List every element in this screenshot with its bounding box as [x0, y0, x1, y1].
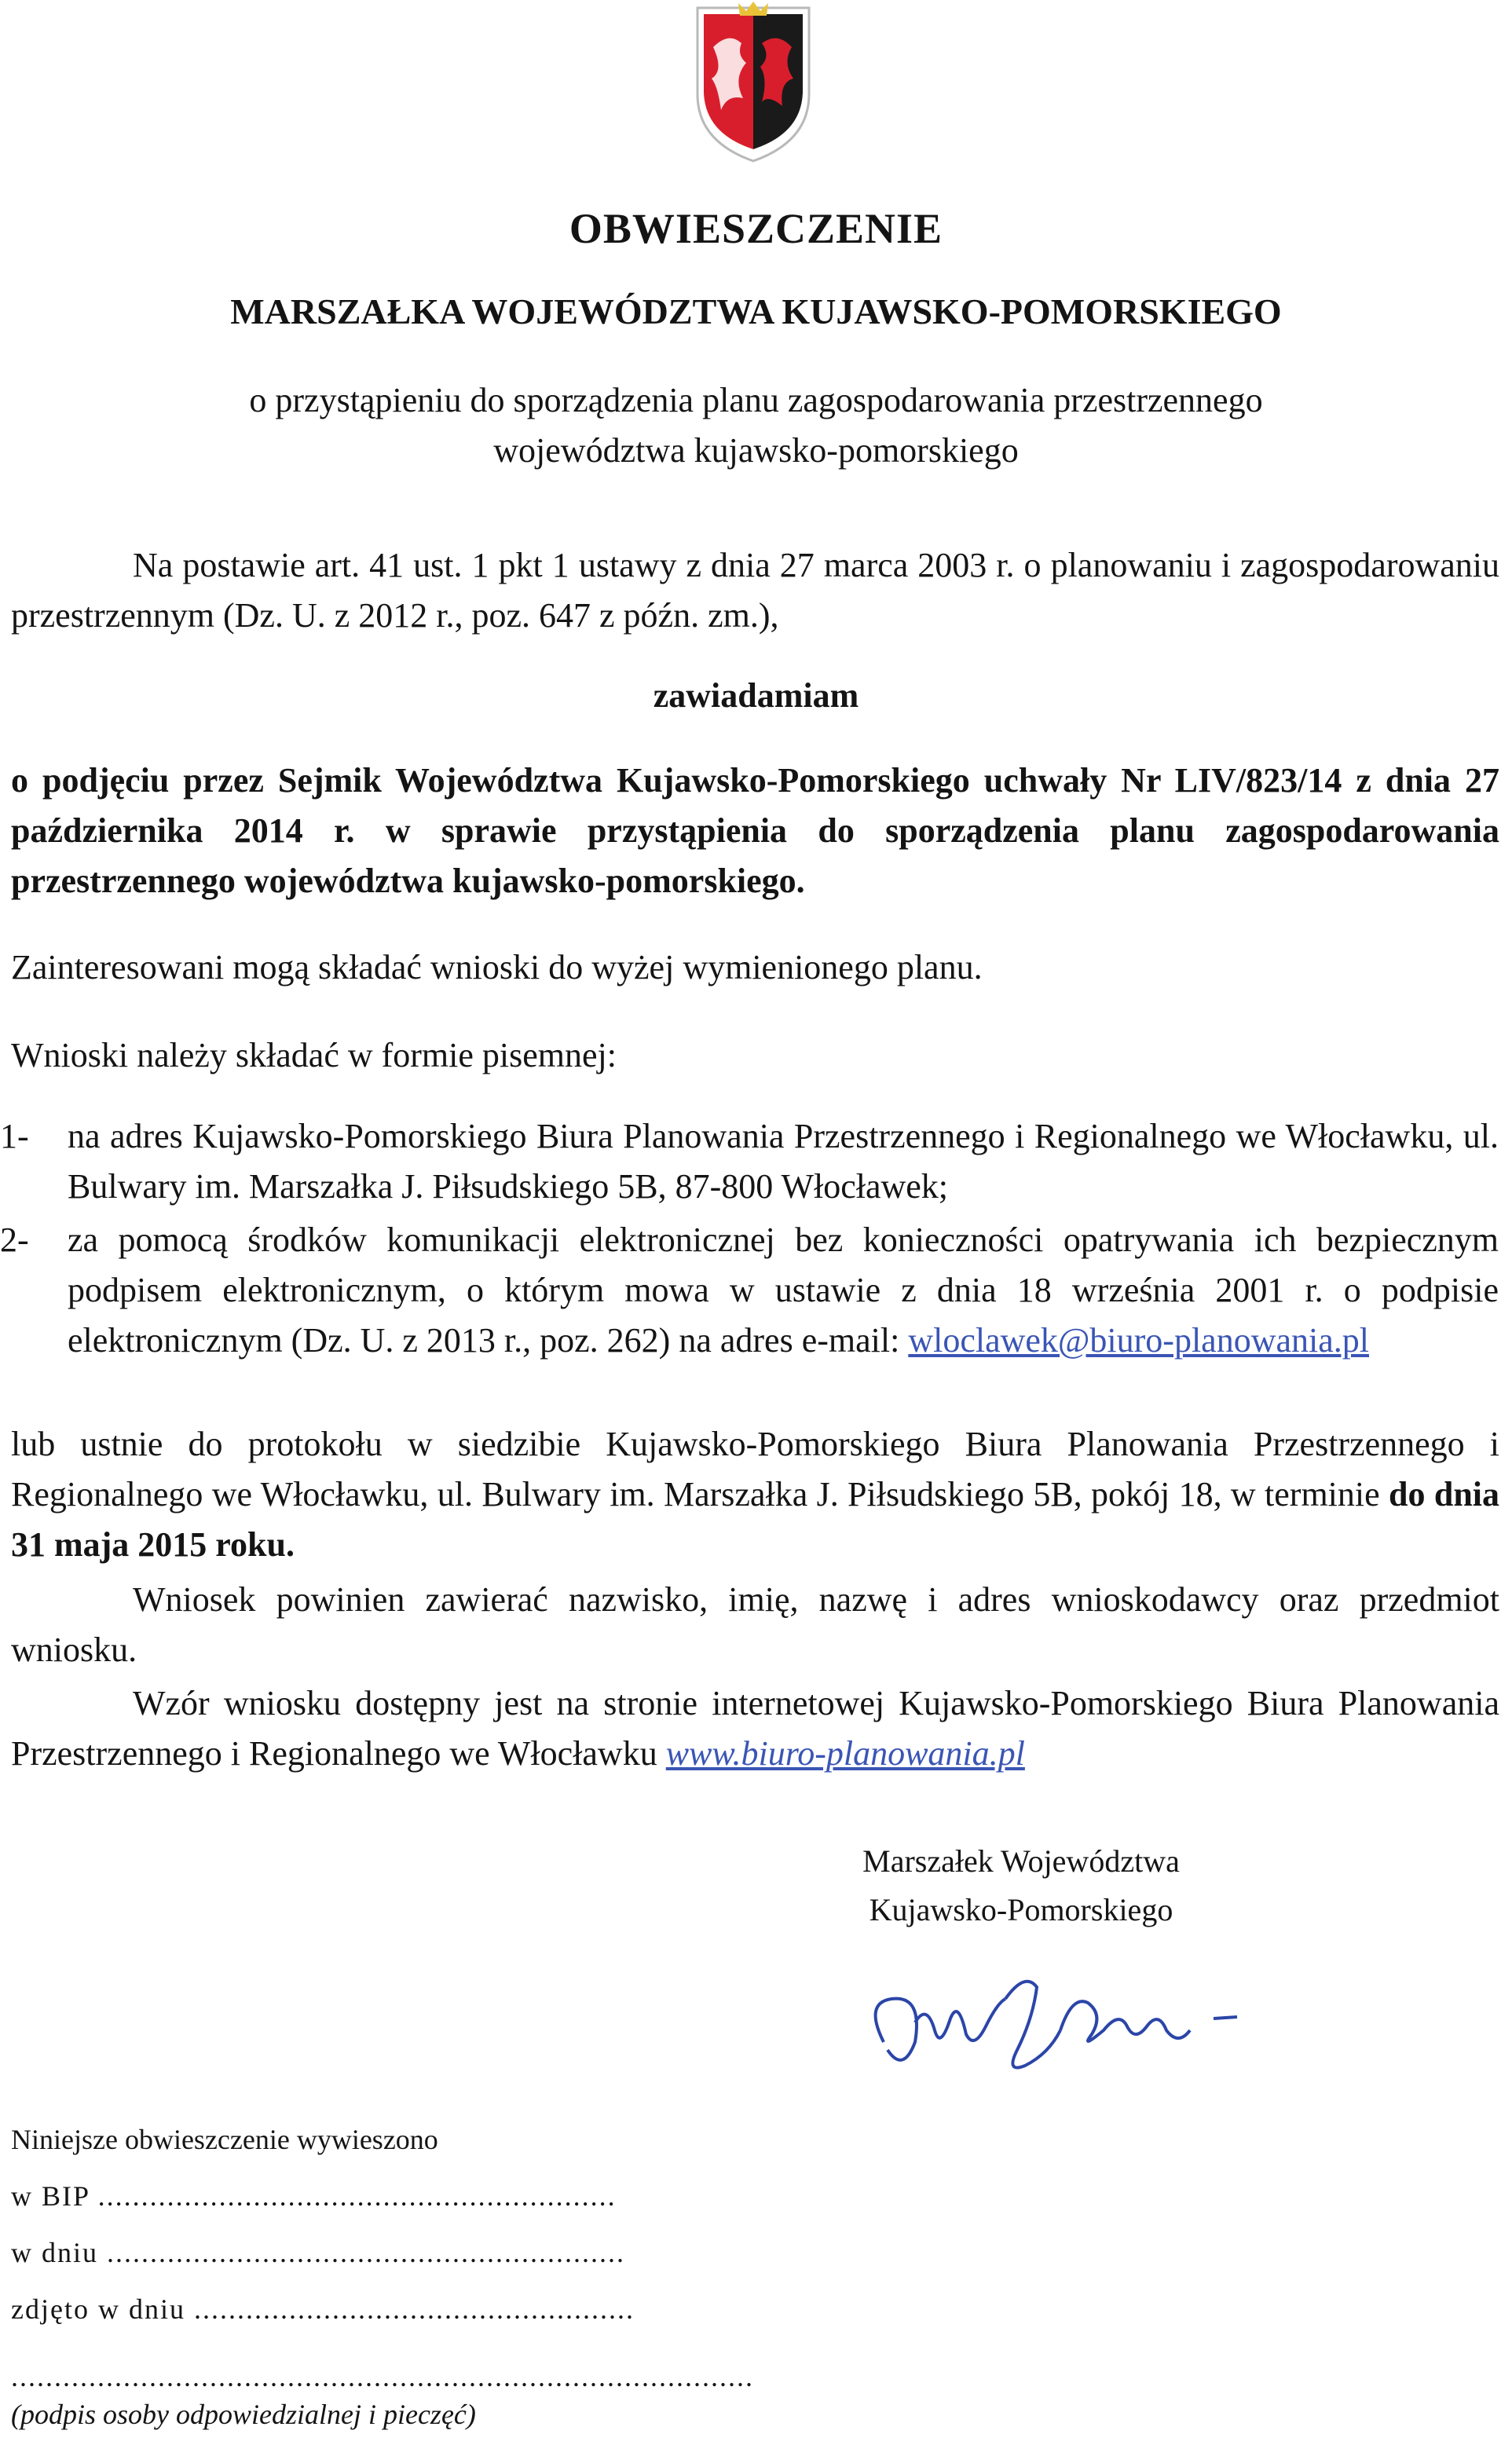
topic-line-1: o przystąpieniu do sporządzenia planu zagospodarowania przestrzennego: [249, 381, 1263, 419]
interested-paragraph: Zainteresowani mogą składać wnioski do wyżej wymienionego planu.: [11, 948, 983, 986]
signature-title-line-1: Marszałek Województwa: [862, 1843, 1180, 1879]
list-number: 2-: [0, 1221, 29, 1259]
signature-title-line-2: Kujawsko-Pomorskiego: [869, 1892, 1173, 1927]
list-item-postal: [0, 1111, 1499, 1212]
removed-date-field: zdjęto w dniu ...................................................: [11, 2293, 635, 2325]
list-item-electronic: [0, 1215, 1499, 1366]
coat-of-arms-icon: [690, 0, 817, 165]
signer-note: (podpis osoby odpowiedzialnej i pieczęć): [11, 2399, 476, 2430]
bip-field: w BIP ............................................................: [11, 2180, 617, 2212]
document-title: OBWIESZCZENIE: [569, 205, 943, 252]
list-item-text: za pomocą środków komunikacji elektronicznej bez konieczności opatrywania ich bezpiecznym podpisem elektronicznym, o którym mowa w ustawie z dnia 18 września 2001 r. o podpisie elektronicznym (Dz. U. z 2013 r., poz. 262) na adres e-mail:: [68, 1221, 1499, 1360]
email-link[interactable]: wloclawek@biuro-planowania.pl: [908, 1321, 1369, 1360]
deadline-text: do dnia 31 maja 2015 roku.: [11, 1475, 1500, 1564]
resolution-paragraph: o podjęciu przez Sejmik Województwa Kujawsko-Pomorskiego uchwały Nr LIV/823/14 z dnia 27 października 2014 r. w sprawie przystąpienia do sporządzenia planu zagospodarowania przestrzennego województwa kujawsko-pomorskiego.: [11, 761, 1499, 900]
notify-heading: zawiadamiam: [653, 676, 859, 715]
list-number: 1-: [0, 1117, 29, 1155]
document-subtitle: MARSZAŁKA WOJEWÓDZTWA KUJAWSKO-POMORSKIEGO: [230, 291, 1282, 331]
oral-text: lub ustnie do protokołu w siedzibie Kujawsko-Pomorskiego Biura Planowania Przestrzennego i Regionalnego we Włocławku, ul. Bulwary im. Marszałka J. Piłsudskiego 5B, pokój 18, w terminie: [11, 1425, 1499, 1513]
posted-date-field: w dniu ............................................................: [11, 2237, 625, 2268]
list-item-text: na adres Kujawsko-Pomorskiego Biura Planowania Przestrzennego i Regionalnego we Włocławku, ul. Bulwary im. Marszałka J. Piłsudskiego 5B, 87-800 Włocławek;: [68, 1117, 1499, 1206]
template-text: Wzór wniosku dostępny jest na stronie internetowej Kujawsko-Pomorskiego Biura Planowania Przestrzennego i Regionalnego we Włocławku: [11, 1684, 1499, 1773]
legal-basis-paragraph: Na postawie art. 41 ust. 1 pkt 1 ustawy z dnia 27 marca 2003 r. o planowaniu i zagospodarowaniu przestrzennym (Dz. U. z 2012 r., poz. 647 z późn. zm.),: [11, 546, 1499, 635]
signature-dotted-line: ......................................................................................: [11, 2361, 754, 2392]
website-link[interactable]: www.biuro-planowania.pl: [665, 1734, 1025, 1773]
form-intro-paragraph: Wnioski należy składać w formie pisemnej:: [11, 1036, 617, 1074]
template-paragraph: [11, 1678, 1499, 1779]
handwritten-signature: [868, 1956, 1300, 2081]
oral-submission-paragraph: [11, 1419, 1499, 1570]
posted-label: Niniejsze obwieszczenie wywieszono: [11, 2124, 438, 2155]
content-requirements-paragraph: Wniosek powinien zawierać nazwisko, imię, nazwę i adres wnioskodawcy oraz przedmiot wniosku.: [11, 1580, 1499, 1669]
topic-line-2: województwa kujawsko-pomorskiego: [493, 431, 1019, 470]
